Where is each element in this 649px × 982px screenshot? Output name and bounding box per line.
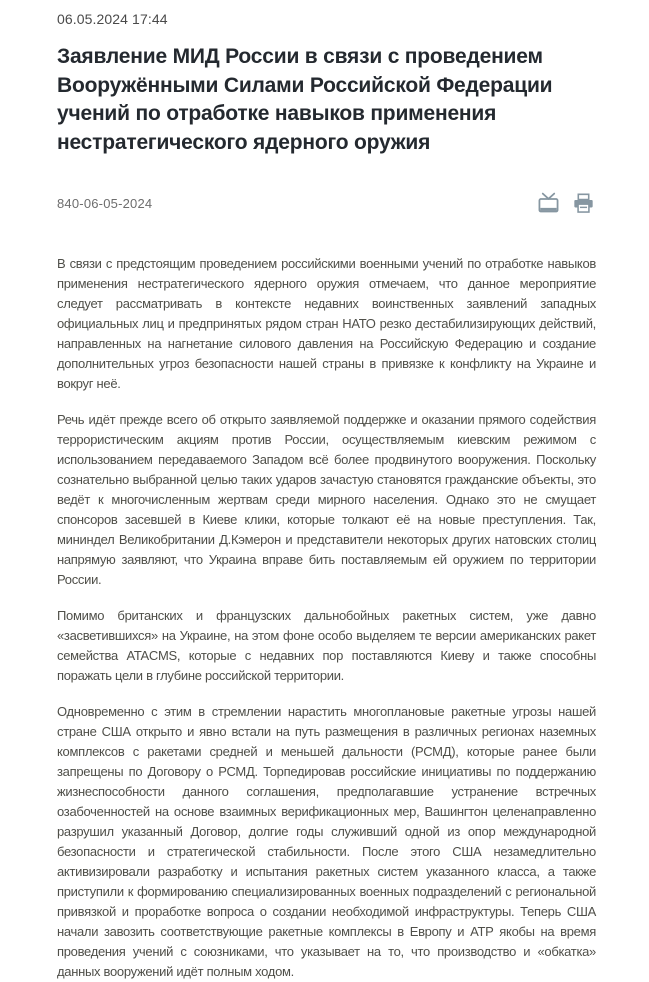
printer-icon[interactable] (571, 191, 596, 216)
action-icons (536, 191, 596, 216)
statement-paragraph-3: Помимо британских и французских дальнобойных ракетных систем, уже давно «засветившихся» на Украине, на этом фоне особо выделяем те версии американских ракет семейства ATACMS, которые с недавних пор поставляются Киеву и также способны поражать цели в глубине российской территории. (57, 608, 596, 683)
statement-paragraph-1: В связи с предстоящим проведением российскими военными учений по отработке навыков применения нестратегического ядерного оружия отмечаем, что данное мероприятие следует рассматривать в контексте недавних воинственных заявлений западных официальных лиц и предпринятых рядом стран НАТО резко дестабилизирующих действий, направленных на нагнетание силового давления на Российскую Федерацию и создание дополнительных угроз безопасности нашей страны в привязке к конфликту на Украине и вокруг неё. (57, 256, 596, 391)
statement-body (57, 254, 596, 982)
page-title: Заявление МИД России в связи с проведением Вооружёнными Силами Российской Федерации учений по отработке навыков применения нестратегического ядерного оружия (57, 45, 553, 154)
statement-paragraph-2: Речь идёт прежде всего об открыто заявляемой поддержке и оказании прямого содействия террористическим акциям против России, осуществляемым киевским режимом с использованием передаваемого Западом всё более продвинутого вооружения. Поскольку сознательно выбранной целью таких ударов зачастую становятся гражданские объекты, это ведёт к многочисленным жертвам среди мирного населения. Однако это не смущает спонсоров засевшей в Киеве клики, которые толкают её на новые преступления. Так, мининдел Великобритании Д.Кэмерон и представители некоторых других натовских столиц напрямую заявляют, что Украина вправе бить поставляемым ей оружием по территории России. (57, 412, 596, 587)
document-number: 840-06-05-2024 (57, 196, 153, 211)
statement-paragraph-4: Одновременно с этим в стремлении нарастить многоплановые ракетные угрозы нашей стране США открыто и явно встали на путь размещения в различных регионах наземных комплексов с ракетами средней и меньшей дальности (РСМД), которые ранее были запрещены по Договору о РСМД. Торпедировав российские инициативы по поддержанию жизнеспособности данного соглашения, предполагавшие устранение встречных озабоченностей на основе взаимных верификационных мер, Вашингтон целенаправленно разрушил указанный Договор, долгие годы служивший одной из опор международной безопасности и стратегической стабильности. После этого США незамедлительно активизировали разработку и испытания ракетных систем указанного класса, а также приступили к формированию специализированных военных подразделений с региональной привязкой и проработке вопроса о создании необходимой инфраструктуры. Теперь США начали завозить соответствующие ракетные комплексы в Европу и АТР якобы на время проведения учений с союзниками, что указывает на то, что производство и «обкатка» данных вооружений идёт полным ходом. (57, 704, 596, 979)
publish-date: 06.05.2024 17:44 (57, 11, 168, 27)
meta-row (57, 191, 596, 216)
tv-icon[interactable] (536, 191, 561, 216)
